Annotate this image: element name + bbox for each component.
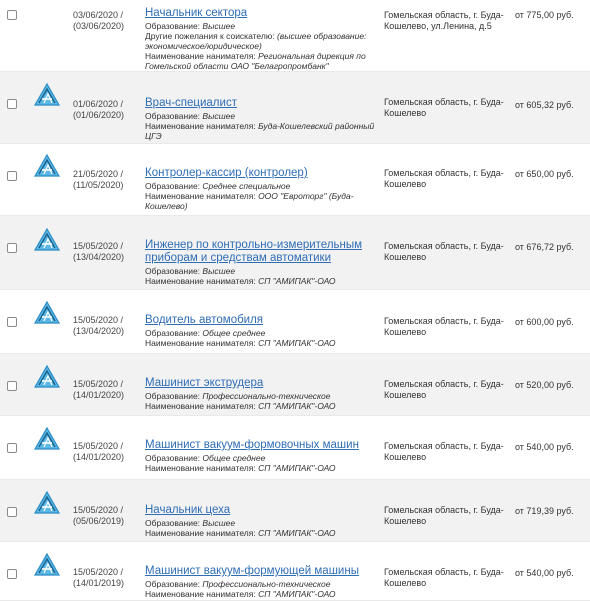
select-checkbox[interactable] [7,381,17,391]
vacancy-location: Гомельская область, г. Буда-Кошелево, ул.Ленина, д.5 [384,10,504,31]
vacancy-salary: от 650,00 руб. [515,169,574,179]
other-wishes-line [145,31,375,51]
vacancy-location: Гомельская область, г. Буда-Кошелево [384,316,504,337]
employer-line-value: Буда-Кошелевский районный ЦГЭ [145,121,375,141]
posted-date: 15/05/2020 / [73,567,124,577]
vacancy-dates [73,505,143,527]
education-line-value: Высшее [202,266,236,276]
original-date: (11/05/2020) [73,180,124,190]
employer-line [145,121,375,141]
education-line-label: Образование: [145,111,203,121]
employer-logo-icon [33,490,61,518]
employer-logo-icon [33,300,61,328]
vacancy-dates [73,379,143,401]
vacancy-title-link[interactable]: Машинист вакуум-формующей машины [145,565,359,577]
vacancy-title-link[interactable]: Врач-специалист [145,97,237,109]
employer-logo-icon [33,153,61,181]
employer-line-label: Наименование нанимателя: [145,51,259,61]
vacancy-details [145,504,375,538]
education-line-value: Высшее [202,518,236,528]
vacancy-dates [73,241,143,263]
original-date: (03/06/2020) [73,21,125,31]
vacancy-dates [73,169,143,191]
vacancy-title-link[interactable]: Инженер по контрольно-измерительным приборам и средствам автоматики [145,239,363,264]
education-line-label: Образование: [145,579,203,589]
original-date: (14/01/2020) [73,452,125,462]
education-line [145,266,375,276]
employer-line-value: СП "АМИПАК"-ОАО [258,463,336,473]
employer-line [145,401,375,411]
vacancy-row [0,480,590,542]
vacancy-details [145,377,375,411]
vacancy-dates [73,567,143,589]
employer-line-value: СП "АМИПАК"-ОАО [258,528,336,538]
education-line-value: Профессионально-техническое [202,579,331,589]
vacancy-title-link[interactable]: Машинист экструдера [145,377,264,389]
posted-date: 15/05/2020 / [73,315,124,325]
employer-line [145,191,375,211]
education-line [145,111,375,121]
education-line-label: Образование: [145,21,203,31]
vacancy-location: Гомельская область, г. Буда-Кошелево [384,241,504,262]
posted-date: 01/06/2020 / [73,99,124,109]
vacancy-salary: от 676,72 руб. [515,242,574,252]
education-line-label: Образование: [145,453,203,463]
vacancy-salary: от 775,00 руб. [515,10,574,20]
education-line-value: Среднее специальное [202,181,291,191]
select-checkbox[interactable] [7,507,17,517]
education-line-value: Высшее [202,21,236,31]
employer-logo-icon [33,82,61,110]
vacancy-row [0,144,590,216]
education-line-label: Образование: [145,181,203,191]
original-date: (01/06/2020) [73,110,125,120]
employer-logo-icon [33,552,61,580]
select-checkbox[interactable] [7,317,17,327]
select-checkbox[interactable] [7,569,17,579]
vacancy-salary: от 600,00 руб. [515,317,574,327]
education-line-label: Образование: [145,391,203,401]
vacancy-title-link[interactable]: Начальник сектора [145,7,248,19]
education-line-value: Общее среднее [202,328,266,338]
vacancy-row [0,354,590,416]
education-line-label: Образование: [145,328,203,338]
vacancy-row [0,216,590,290]
employer-line-value: ООО "Евроторг" (Буда-Кошелево) [145,191,354,211]
other-wishes-line-label: Другие пожелания к соискателю: [145,31,277,41]
education-line [145,453,375,463]
vacancy-dates [73,10,143,32]
vacancy-title-link[interactable]: Машинист вакуум-формовочных машин [145,439,359,451]
employer-line [145,51,375,71]
original-date: (14/01/2020) [73,390,125,400]
posted-date: 15/05/2020 / [73,505,124,515]
employer-line-value: СП "АМИПАК"-ОАО [258,338,336,348]
vacancy-details [145,314,375,348]
education-line [145,181,375,191]
posted-date: 03/06/2020 / [73,10,124,20]
employer-line-value: Региональная дирекция по Гомельской области ОАО "Белагропромбанк" [145,51,366,71]
vacancy-title-link[interactable]: Контролер-кассир (контролер) [145,167,308,179]
employer-line [145,338,375,348]
vacancy-location: Гомельская область, г. Буда-Кошелево [384,441,504,462]
employer-logo-icon [33,227,61,255]
employer-line-label: Наименование нанимателя: [145,121,259,131]
vacancy-details [145,97,375,141]
employer-line-value: СП "АМИПАК"-ОАО [258,276,336,286]
vacancy-title-link[interactable]: Начальник цеха [145,504,231,516]
select-checkbox[interactable] [7,10,17,20]
education-line [145,21,375,31]
original-date: (05/06/2019) [73,516,125,526]
education-line-value: Высшее [202,111,236,121]
original-date: (13/04/2020) [73,252,125,262]
education-line [145,579,375,589]
education-line [145,391,375,401]
employer-line [145,276,375,286]
vacancy-location: Гомельская область, г. Буда-Кошелево [384,168,504,189]
vacancy-location: Гомельская область, г. Буда-Кошелево [384,567,504,588]
vacancy-details [145,7,375,71]
vacancy-salary: от 540,00 руб. [515,568,574,578]
select-checkbox[interactable] [7,99,17,109]
posted-date: 15/05/2020 / [73,241,124,251]
vacancy-location: Гомельская область, г. Буда-Кошелево [384,97,504,118]
employer-line-label: Наименование нанимателя: [145,276,259,286]
vacancy-row [0,416,590,480]
education-line-label: Образование: [145,266,203,276]
employer-line-label: Наименование нанимателя: [145,338,259,348]
other-wishes-line-value: (высшее образование: экономическое/юридическое) [145,31,367,51]
posted-date: 15/05/2020 / [73,379,124,389]
employer-line-value: СП "АМИПАК"-ОАО [258,401,336,411]
vacancy-details [145,439,375,473]
employer-line [145,528,375,538]
vacancy-dates [73,315,143,337]
employer-line-label: Наименование нанимателя: [145,401,259,411]
vacancy-row [0,290,590,354]
education-line-value: Общее среднее [202,453,266,463]
vacancy-salary: от 540,00 руб. [515,442,574,452]
vacancy-location: Гомельская область, г. Буда-Кошелево [384,505,504,526]
employer-line-label: Наименование нанимателя: [145,589,259,599]
vacancy-salary: от 605,32 руб. [515,100,574,110]
vacancy-salary: от 719,39 руб. [515,506,574,516]
vacancy-salary: от 520,00 руб. [515,380,574,390]
vacancy-row [0,0,590,72]
education-line [145,328,375,338]
employer-line-label: Наименование нанимателя: [145,528,259,538]
select-checkbox[interactable] [7,443,17,453]
vacancy-title-link[interactable]: Водитель автомобиля [145,314,264,326]
original-date: (14/01/2019) [73,578,125,588]
employer-line-label: Наименование нанимателя: [145,463,259,473]
vacancy-dates [73,99,143,121]
vacancy-details [145,565,375,599]
vacancy-details [145,239,375,286]
education-line-label: Образование: [145,518,203,528]
employer-line [145,589,375,599]
employer-logo-icon [33,364,61,392]
vacancy-location: Гомельская область, г. Буда-Кошелево [384,379,504,400]
employer-line-value: СП "АМИПАК"-ОАО [258,589,336,599]
select-checkbox[interactable] [7,243,17,253]
employer-line [145,463,375,473]
vacancy-row [0,542,590,601]
posted-date: 15/05/2020 / [73,441,124,451]
vacancy-row [0,72,590,144]
employer-line-label: Наименование нанимателя: [145,191,259,201]
education-line-value: Профессионально-техническое [202,391,331,401]
employer-logo-icon [33,426,61,454]
posted-date: 21/05/2020 / [73,169,124,179]
education-line [145,518,375,528]
vacancy-dates [73,441,143,463]
original-date: (13/04/2020) [73,326,125,336]
vacancy-details [145,167,375,211]
select-checkbox[interactable] [7,171,17,181]
